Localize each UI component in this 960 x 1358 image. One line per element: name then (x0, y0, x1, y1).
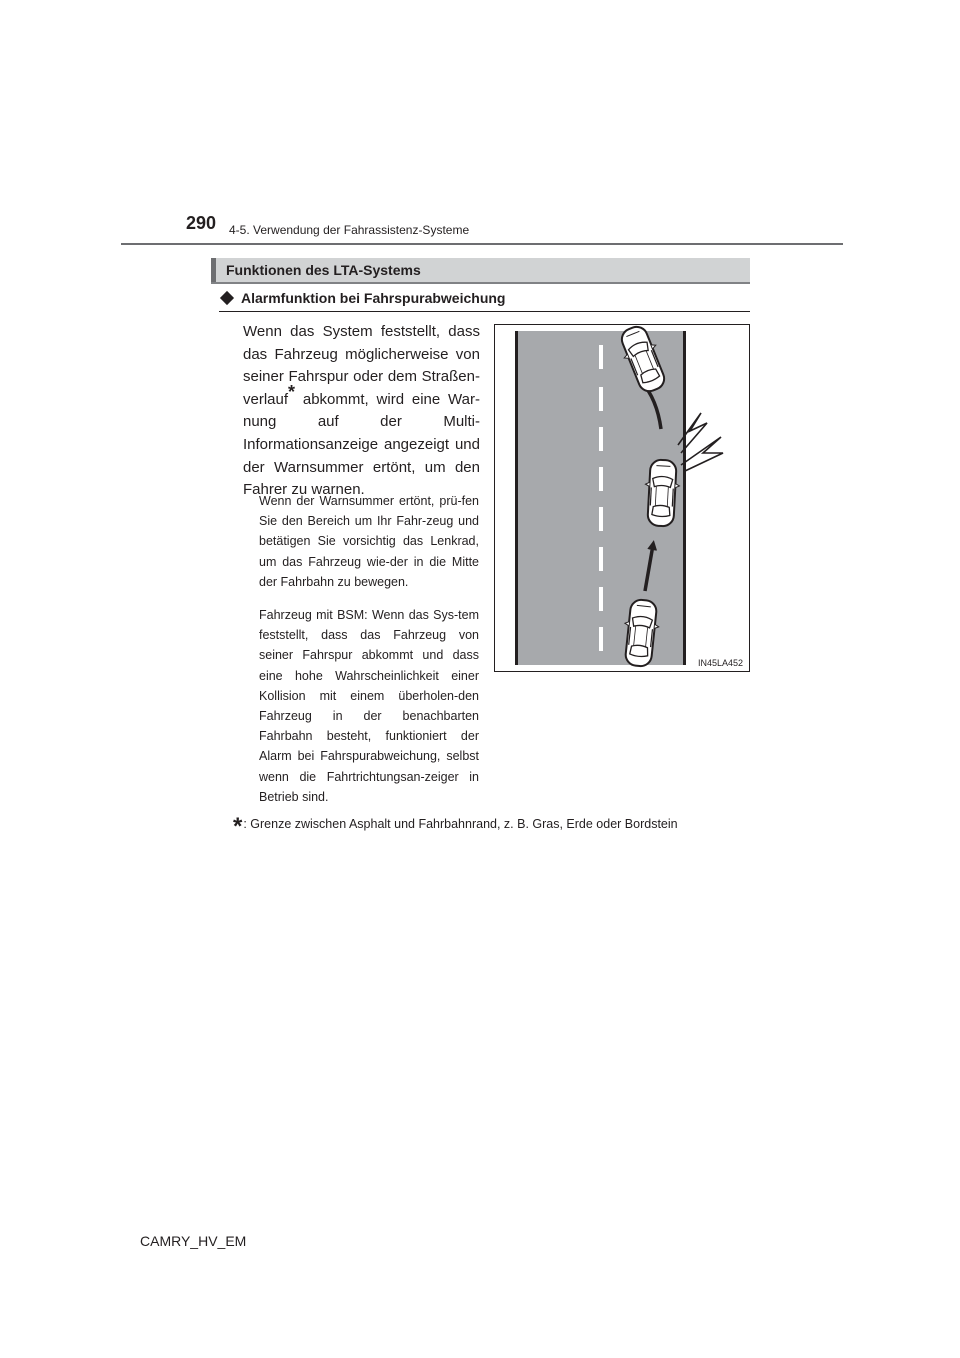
lane-diagram-svg (495, 325, 749, 671)
document-code: CAMRY_HV_EM (140, 1233, 247, 1249)
section-accent (211, 258, 216, 282)
footnote (233, 813, 678, 841)
chapter-title: 4-5. Verwendung der Fahrassistenz-Systeme (229, 223, 470, 237)
footnote-marker: * (233, 813, 243, 840)
main-paragraph (243, 321, 480, 502)
footnote-text: : Grenze zwischen Asphalt und Fahrbahnrand, z. B. Gras, Erde oder Bordstein (243, 817, 678, 831)
figure-id: IN45LA452 (697, 658, 743, 668)
main-text-part1: Wenn das System feststellt, dass das Fahrzeug möglicherweise von seiner Fahrspur oder dem Straßen-verlauf (243, 323, 480, 408)
lane-departure-illustration (494, 324, 750, 672)
main-text-part2: abkommt, wird eine War-nung auf der Multi-Informationsanzeige angezeigt und der Warnsummer ertönt, um den Fahrer zu warnen. (243, 390, 480, 499)
road-edge-right (683, 331, 686, 665)
note-paragraph-2: Fahrzeug mit BSM: Wenn das Sys-tem feststellt, dass das Fahrzeug von seiner Fahrspur abkommt und dass eine hohe Wahrscheinlichkeit einer Kollision mit einem überholen-den Fahrzeug in der benachbarten Fahrbahn besteht, funktioniert der Alarm bei Fahrspurabweichung, selbst wenn die Fahrtrichtungsan-zeiger in Betrieb sind. (259, 608, 479, 804)
diamond-bullet-icon (220, 291, 234, 305)
road-edge-left (515, 331, 518, 665)
section-title: Funktionen des LTA-Systems (226, 262, 421, 278)
note-paragraph-1: Wenn der Warnsummer ertönt, prü-fen Sie den Bereich um Ihr Fahr-zeug und betätigen Sie vorsichtig das Lenkrad, um das Fahrzeug wie-der in die Mitte der Fahrbahn zu bewegen. (259, 494, 479, 589)
subsection-rule (219, 311, 750, 312)
asterisk-marker: * (288, 381, 296, 402)
page-number: 290 (186, 213, 217, 233)
section-heading-bar (211, 258, 750, 284)
subsection-heading (219, 290, 505, 306)
header-rule (121, 243, 843, 245)
subsection-title: Alarmfunktion bei Fahrspurabweichung (241, 290, 506, 306)
